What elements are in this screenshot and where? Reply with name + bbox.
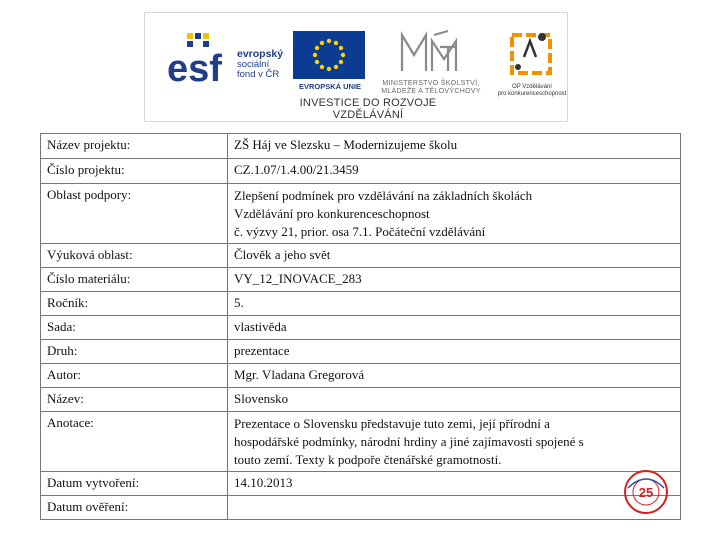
table-row: [41, 472, 681, 496]
oblast-line1: Zlepšení podmínek pro vzdělávání na základních školách: [234, 188, 533, 203]
row-label: Oblast podpory:: [41, 184, 228, 244]
row-value: 14.10.2013: [228, 472, 681, 496]
svg-text:esf: esf: [167, 48, 222, 85]
esf-line3: fond v ČR: [237, 69, 280, 80]
row-label: Ročník:: [41, 292, 228, 316]
esf-line1: evropský: [237, 48, 284, 60]
row-value: vlastivěda: [228, 316, 681, 340]
row-label: Číslo projektu:: [41, 159, 228, 184]
table-row: [41, 388, 681, 412]
esf-line2: sociální: [237, 58, 270, 70]
row-value: Člověk a jeho svět: [228, 244, 681, 268]
row-label: Číslo materiálu:: [41, 268, 228, 292]
table-row: [41, 496, 681, 520]
row-value: [228, 412, 681, 472]
oblast-line2: Vzdělávání pro konkurenceschopnost: [234, 206, 430, 221]
row-label: Název projektu:: [41, 134, 228, 159]
investice-tagline: INVESTICE DO ROZVOJE VZDĚLÁVÁNÍ: [299, 97, 437, 121]
logo-banner: [144, 12, 568, 122]
school-stamp-icon: [622, 468, 670, 516]
table-row: [41, 412, 681, 472]
anotace-line2: hospodářské podmínky, národní hrdiny a jiné zajímavosti spojené s: [234, 434, 584, 449]
row-label: Výuková oblast:: [41, 244, 228, 268]
row-value: CZ.1.07/1.4.00/21.3459: [228, 159, 681, 184]
op-line1: OP Vzdělávání: [512, 84, 552, 90]
row-label: Anotace:: [41, 412, 228, 472]
row-label: Druh:: [41, 340, 228, 364]
project-info-table: [40, 133, 681, 520]
msmt-line1: MINISTERSTVO ŠKOLSTVÍ,: [382, 80, 480, 87]
msmt-logo: [371, 27, 491, 97]
row-label: Datum ověření:: [41, 496, 228, 520]
row-label: Název:: [41, 388, 228, 412]
msmt-emblem-icon: [396, 27, 466, 75]
table-row: [41, 184, 681, 244]
row-value: Slovensko: [228, 388, 681, 412]
row-value: [228, 184, 681, 244]
op-emblem-icon: [502, 27, 562, 79]
table-row: [41, 159, 681, 184]
row-value: 5.: [228, 292, 681, 316]
row-label: Autor:: [41, 364, 228, 388]
row-value: VY_12_INOVACE_283: [228, 268, 681, 292]
row-value: prezentace: [228, 340, 681, 364]
table-row: [41, 316, 681, 340]
table-row: [41, 292, 681, 316]
row-label: Datum vytvoření:: [41, 472, 228, 496]
table-row: [41, 268, 681, 292]
anotace-line3: touto zemí. Texty k podpoře čtenářské gramotnosti.: [234, 452, 502, 467]
anotace-line1: Prezentace o Slovensku představuje tuto zemi, její přírodní a: [234, 416, 550, 431]
table-row: [41, 134, 681, 159]
esf-logo-icon: [165, 31, 233, 85]
op-logo: [495, 27, 569, 101]
eu-label: EVROPSKÁ UNIE: [298, 82, 362, 91]
eu-logo: [293, 31, 367, 93]
msmt-line2: MLÁDEŽE A TĚLOVÝCHOVY: [381, 88, 481, 95]
eu-flag-icon: [293, 31, 365, 79]
table-row: [41, 244, 681, 268]
row-value: ZŠ Háj ve Slezsku – Modernizujeme školu: [228, 134, 681, 159]
op-line2: pro konkurenceschopnost: [497, 91, 567, 97]
row-label: Sada:: [41, 316, 228, 340]
table-row: [41, 340, 681, 364]
row-value: [228, 496, 681, 520]
stamp-number: 25: [638, 485, 654, 500]
row-value: Mgr. Vladana Gregorová: [228, 364, 681, 388]
table-row: [41, 364, 681, 388]
oblast-line3: č. výzvy 21, prior. osa 7.1. Počáteční vzdělávání: [234, 224, 486, 239]
